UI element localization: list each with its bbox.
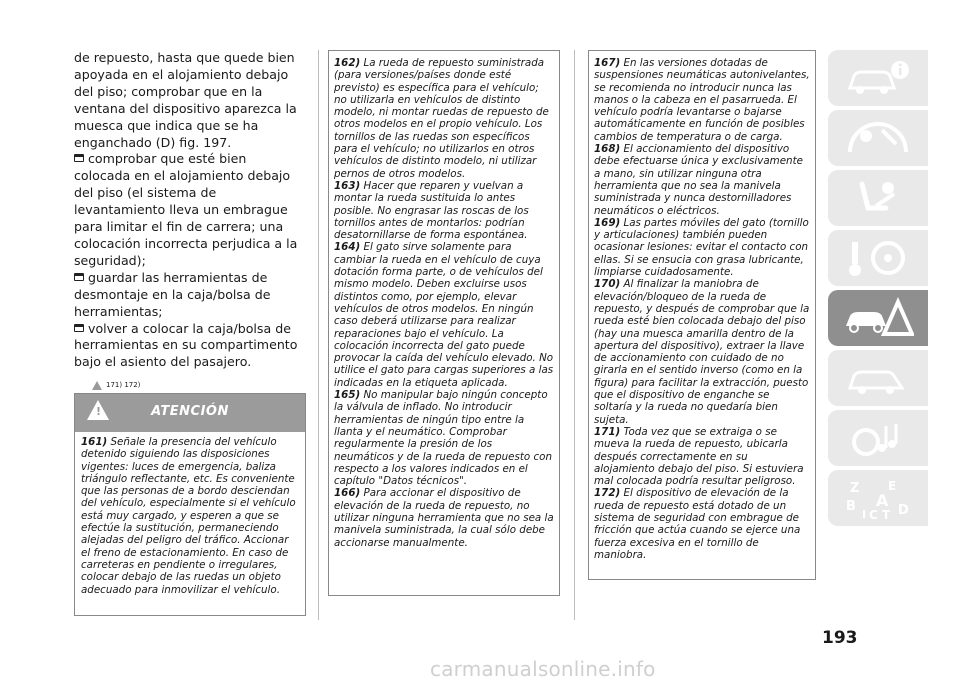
svg-text:D: D	[898, 503, 909, 518]
note-item: 167) En las versiones dotadas de suspensiones neumáticas autonivelantes, se recomienda no introducir nunca las manos o la cabeza en el pasarrueda. El vehículo podría levantarse o bajarse automáticamente en función de posibles cambios de temperatura o de carga.	[594, 57, 810, 143]
notes-box-2	[328, 50, 560, 596]
page-number: 193	[822, 628, 858, 648]
list-item: volver a colocar la caja/bolsa de herramientas en su compartimento bajo el asiento del pasajero.	[74, 320, 298, 370]
tab-car-info[interactable]	[828, 50, 928, 106]
svg-text:E: E	[888, 479, 897, 493]
warning-box	[74, 393, 306, 616]
intro-paragraph: de repuesto, hasta que quede bien apoyada en el alojamiento debajo del piso; comprobar que en la ventana del dispositivo aparezca la muesca que indica que se ha enganchado (D) fig. 197.	[74, 50, 297, 150]
tab-multimedia[interactable]	[828, 410, 928, 466]
note-item: 169) Las partes móviles del gato (tornillo y articulaciones) también pueden ocasionar lesiones: evitar el contacto con ellas. Si se ensucia con grasa lubricante, limpiarse cuidadosamente.	[594, 216, 809, 279]
note-item: 172) El dispositivo de elevación de la rueda de repuesto está dotado de un sistema de seguridad con embrague de fricción que actúa cuando se ejerce una fuerza excesiva en el tornillo de maniobra.	[594, 487, 801, 561]
svg-text:Z: Z	[850, 481, 860, 496]
svg-text:C: C	[869, 508, 878, 520]
warning-triangle-icon	[92, 381, 102, 390]
dashboard-lights-icon	[842, 116, 914, 160]
warning-title: ATENCIÓN	[151, 404, 229, 419]
note-item: 170) Al finalizar la maniobra de elevación/bloqueo de la rueda de repuesto, y después de comprobar que la rueda esté bien colocada debajo del piso (hay una muesca amarilla dentro de la apertura del dispositivo), extraer la llave de accionamiento con cuidado de no girarla en el sentido inverso (como en la figura) para facilitar la extracción, puesto que el dispositivo de enganche se soltaría y la rueda no quedaría bien sujeta.	[594, 278, 810, 426]
svg-text:I: I	[862, 508, 867, 520]
alphabet-index-icon	[842, 476, 914, 520]
svg-text:A: A	[876, 491, 889, 510]
tab-index[interactable]	[828, 470, 928, 526]
note-item: 164) El gato sirve solamente para cambiar la rueda en el vehículo de cuya dotación forma parte, o de vehículos del mismo modelo. Deben excluirse usos distintos como, por ejemplo, elevar vehículos de otros modelos. En ningún caso deberá utilizarse para realizar reparaciones bajo el vehículo. La colocación incorrecta del gato puede provocar la caída del vehículo elevado. No utilice el gato para cargas superiores a las indicadas en la etiqueta aplicada.	[334, 241, 554, 389]
watermark: carmanualsonline.info	[430, 657, 656, 681]
tab-maintenance[interactable]	[828, 350, 928, 406]
note-item: 168) El accionamiento del dispositivo debe efectuarse única y exclusivamente a mano, sin utilizar ninguna otra herramienta que no sea la manivela suministrada y nunca destornilladores neumáticos o eléctricos.	[594, 143, 803, 217]
car-info-icon	[842, 56, 914, 100]
warning-notes	[75, 432, 305, 600]
note-item: 163) Hacer que reparen y vuelvan a montar la rueda sustituida lo antes posible. No engrasar las roscas de los tornillos antes de montarlos: podrían desatornillarse de forma espontánea.	[334, 179, 529, 242]
warning-header	[75, 394, 305, 432]
note-item: 165) No manipular bajo ningún concepto la válvula de inflado. No introducir herramientas de ningún tipo entre la llanta y el neumático. Comprobar regularmente la presión de los neumáticos y de la rueda de repuesto con respecto a los valores indicados en el capítulo "Datos técnicos".	[334, 389, 552, 488]
key-steering-icon	[842, 236, 914, 280]
bullet-icon	[74, 273, 84, 281]
car-maintenance-icon	[842, 356, 914, 400]
multimedia-icon	[842, 416, 914, 460]
note-item: 171) Toda vez que se extraiga o se mueva la rueda de repuesto, ubicarla después correctamente en su alojamiento debajo del piso. Si estuviera mal colocada podría resultar peligroso.	[594, 425, 804, 488]
tab-dashboard-lights[interactable]	[828, 110, 928, 166]
breakdown-triangle-icon	[842, 296, 914, 340]
note-item: 162) La rueda de repuesto suministrada (para versiones/países donde esté previsto) es específica para el vehículo; no utilizarla en vehículos de distinto modelo, ni montar ruedas de repuesto de otros modelos en el propio vehículo. Los tornillos de las ruedas son específicos para el vehículo; no utilizarlos en otros vehículos de distinto modelo, ni utilizar pernos de otros modelos.	[334, 57, 549, 180]
svg-text:B: B	[846, 499, 856, 514]
svg-text:T: T	[882, 508, 891, 520]
tab-key-steering[interactable]	[828, 230, 928, 286]
airbag-seat-icon	[842, 176, 914, 220]
body-text-column	[74, 50, 306, 394]
note-references: 171) 172)	[92, 377, 306, 394]
notes-box-3	[588, 50, 816, 580]
note-item: 166) Para accionar el dispositivo de elevación de la rueda de repuesto, no utilizar ninguna herramienta que no sea la manivela suministrada, la cual sólo debe accionarse manualmente.	[334, 487, 554, 549]
list-item: comprobar que esté bien colocada en el alojamiento debajo del piso (el sistema de levantamiento lleva un embrague para limitar el fin de carrera; una colocación incorrecta perjudica a la seguridad);	[74, 151, 298, 268]
tab-airbag-seat[interactable]	[828, 170, 928, 226]
note-item: 161) Señale la presencia del vehículo detenido siguiendo las disposiciones vigentes: luces de emergencia, baliza triángulo reflectante, etc. Es conveniente que las personas de a bordo desciendan del vehículo, especialmente si el vehículo está muy cargado, y esperen a que se efectúe la sustitución, permaneciendo alejadas del peligro del tráfico. Accionar el freno de estacionamiento. En caso de carreteras en pendiente o irregulares, colocar debajo de las ruedas un objeto adecuado para inmovilizar el vehículo.	[81, 436, 296, 596]
bullet-icon	[74, 154, 84, 162]
column-divider	[574, 50, 575, 620]
list-item: guardar las herramientas de desmontaje en la caja/bolsa de herramientas;	[74, 269, 271, 319]
chapter-sidebar	[828, 50, 928, 530]
warning-triangle-icon: !	[87, 400, 109, 420]
column-divider	[318, 50, 319, 620]
tab-breakdown[interactable]	[828, 290, 928, 346]
bullet-icon	[74, 324, 84, 332]
